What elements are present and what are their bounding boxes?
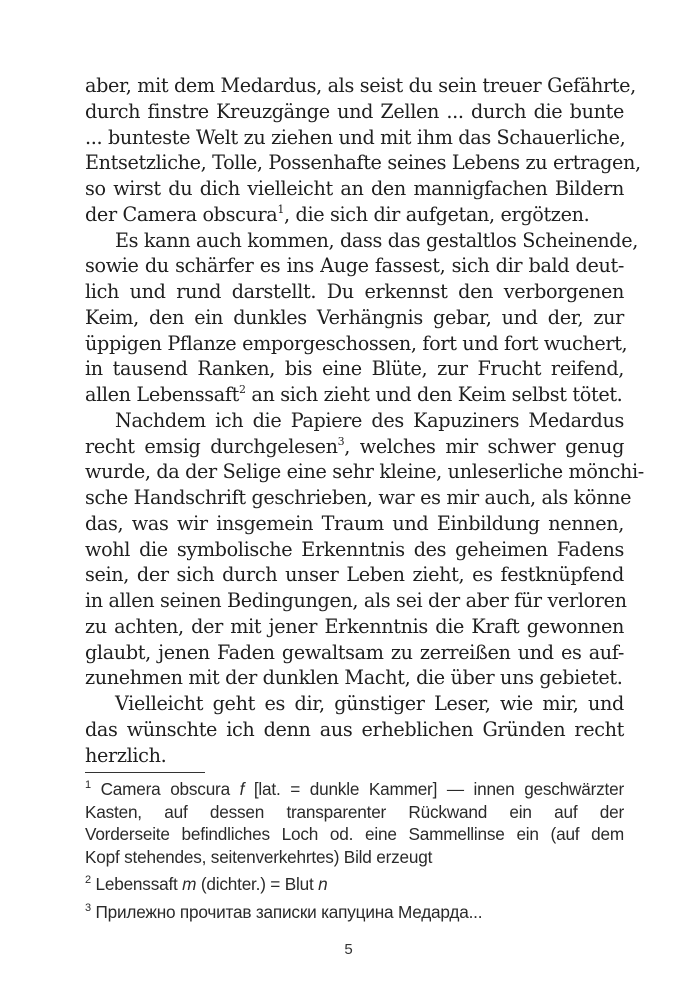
text-line: zu achten, der mit jener Erkenntnis die Kraft gewonnen — [85, 614, 624, 638]
footnote-line: Kopf stehendes, seitenverkehrtes) Bild erzeugt — [85, 846, 433, 867]
text-line: aber, mit dem Medardus, als seist du sein treuer Gefährte, — [85, 74, 636, 97]
footnote-text: Camera obscura — [100, 779, 240, 799]
text-fragment: allen Lebenssaft — [85, 383, 239, 406]
main-text — [85, 73, 644, 768]
text-line: sowie du schärfer es ins Auge fassest, sich dir bald deut- — [85, 254, 624, 278]
footnote-line — [85, 778, 624, 801]
footnote-text: f — [239, 779, 245, 799]
text-line: Vielleicht geht es dir, günstiger Leser, wie mir, und — [115, 692, 624, 715]
text-line: durch finstre Kreuzgänge und Zellen ... durch die bunte — [85, 99, 624, 123]
footnote-text: Прилежно прочитав записки капуцина Медарда... — [95, 901, 483, 922]
footnote-line: Vorderseite befindliches Loch od. eine Sammellinse ein (auf dem — [85, 824, 624, 844]
text-line: so wirst du dich vielleicht an den mannigfachen Bildern — [85, 177, 624, 200]
footnotes — [85, 778, 624, 928]
text-line: glaubt, jenen Faden gewaltsam zu zerreißen und es auf- — [85, 640, 624, 664]
text-line: sein, der sich durch unser Leben zieht, es festknüpfend — [85, 563, 624, 587]
text-line: Entsetzliche, Tolle, Possenhafte seines Lebens zu ertragen, — [85, 151, 641, 175]
text-line: das, was wir insgemein Traum und Einbildung nennen, — [85, 511, 624, 535]
paragraph-1 — [85, 73, 641, 228]
text-line: zunehmen mit der dunklen Macht, die über uns gebietet. — [85, 666, 623, 690]
text-line — [85, 202, 624, 228]
footnote-3 — [85, 901, 624, 924]
text-fragment: , welches mir schwer genug — [344, 434, 624, 458]
text-fragment: recht emsig durchgelesen — [85, 434, 338, 458]
text-line: Es kann auch kommen, dass das gestaltlos Scheinende, — [115, 228, 638, 252]
footnote-separator — [85, 772, 205, 773]
footnote-line — [85, 901, 624, 924]
text-fragment: der Camera obscura — [85, 202, 278, 226]
footnote-ref-1[interactable]: 1 — [277, 202, 285, 216]
footnote-text: [lat. = dunkle Kammer] — innen geschwärzter — [244, 779, 625, 799]
text-line: in tausend Ranken, bis eine Blüte, zur Frucht reifend, — [85, 357, 624, 381]
footnote-mark: 3 — [85, 901, 91, 914]
paragraph-2 — [85, 228, 638, 408]
text-fragment: an sich zieht und den Keim selbst tötet. — [245, 383, 623, 406]
footnote-ref-2[interactable]: 2 — [238, 383, 246, 396]
page-number: 5 — [344, 941, 353, 958]
footnote-text: Lebenssaft — [95, 874, 183, 894]
text-line: Keim, den ein dunkles Verhängnis gebar, und der, zur — [85, 305, 624, 329]
footnote-ref-3[interactable]: 3 — [337, 434, 345, 448]
footnote-mark: 1 — [85, 779, 91, 791]
text-line: üppigen Pflanze emporgeschossen, fort und fort wuchert, — [85, 331, 628, 355]
footnote-1 — [85, 778, 624, 868]
text-line: sche Handschrift geschrieben, war es mir auch, als könne — [85, 486, 632, 509]
footnote-line — [85, 873, 624, 896]
text-line — [85, 382, 624, 408]
text-fragment: , die sich dir aufgetan, ergötzen. — [284, 202, 590, 226]
footnote-text: m — [182, 874, 197, 894]
footnote-2 — [85, 873, 624, 896]
text-line: wurde, da der Selige eine sehr kleine, unleserliche mönchi- — [85, 460, 644, 484]
text-line: in allen seinen Bedingungen, als sei der aber für verloren — [85, 589, 627, 612]
footnote-line: Kasten, auf dessen transparenter Rückwand ein auf der — [85, 801, 624, 822]
paragraph-3 — [85, 408, 644, 691]
footnote-text: (dichter.) = Blut — [196, 874, 319, 894]
text-line: wohl die symbolische Erkenntnis des geheimen Fadens — [85, 537, 624, 561]
text-line: Nachdem ich die Papiere des Kapuziners Medardus — [115, 408, 624, 432]
text-line: lich und rund darstellt. Du erkennst den verborgenen — [85, 280, 624, 303]
text-line — [85, 434, 624, 460]
book-page — [85, 73, 644, 768]
text-line: das wünschte ich denn aus erheblichen Gründen recht — [85, 717, 624, 741]
paragraph-4 — [85, 691, 624, 768]
text-line: ... bunteste Welt zu ziehen und mit ihm das Schauerliche, — [85, 125, 626, 149]
footnote-mark: 2 — [85, 874, 91, 886]
text-line: herzlich. — [85, 743, 167, 767]
footnote-text: n — [318, 874, 328, 894]
